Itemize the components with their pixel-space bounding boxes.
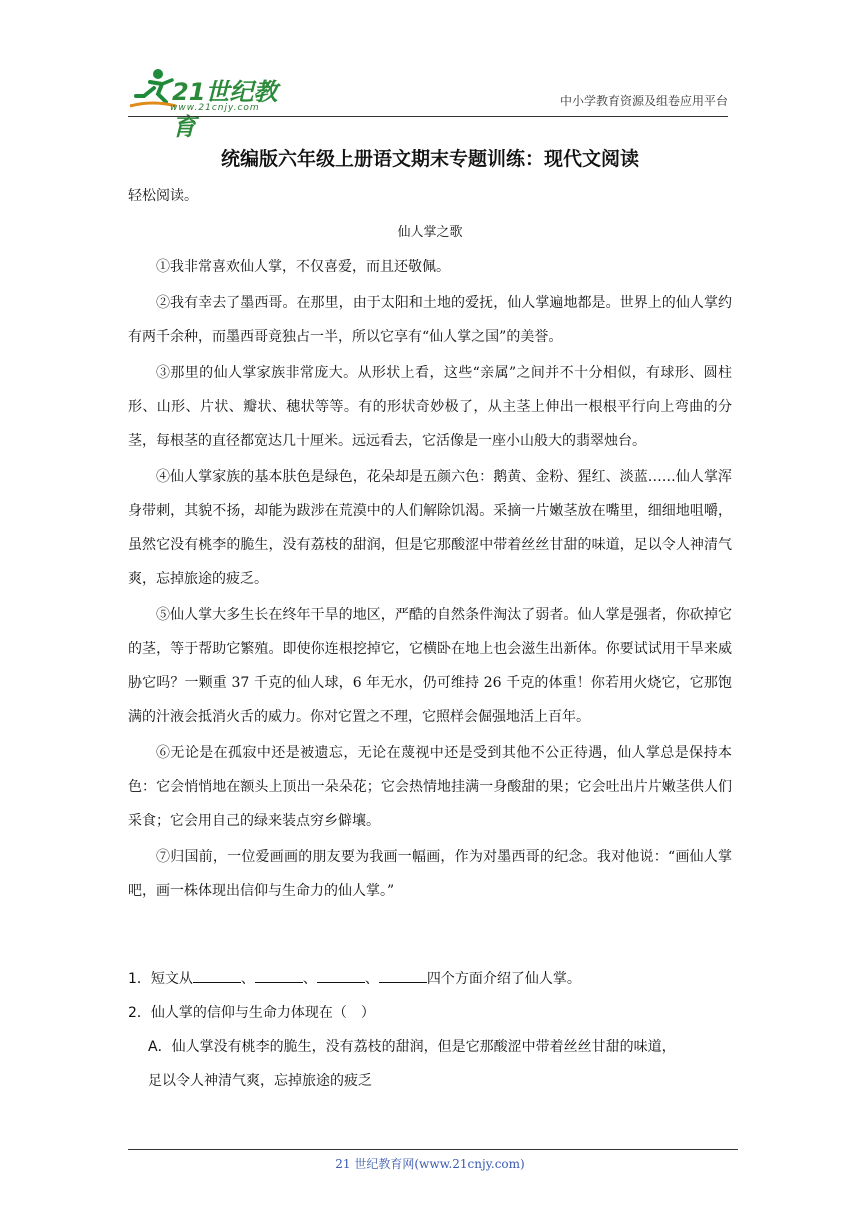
- separator: 、: [364, 971, 379, 987]
- option-a: A．仙人掌没有桃李的脆生，没有荔枝的甜润，但是它那酸涩中带着丝丝甘甜的味道，: [148, 1039, 676, 1055]
- separator: 、: [240, 971, 255, 987]
- paragraph: ①我非常喜欢仙人掌，不仅喜爱，而且还敬佩。: [156, 259, 450, 275]
- question-1: [128, 962, 732, 996]
- page-header: [128, 62, 728, 141]
- answer-blank[interactable]: [255, 968, 303, 983]
- instruction-text: 轻松阅读。: [128, 188, 198, 204]
- paragraph: ③那里的仙人掌家族非常庞大。从形状上看，这些“亲属”之间并不十分相似，有球形、圆柱形、山形、片状、瓣状、穗状等等。有的形状奇妙极了，从主茎上伸出一根根平行向上弯曲的分茎，每根茎的直径都宽达几十厘米。远远看去，它活像是一座小山般大的翡翠烛台。: [128, 365, 732, 449]
- paragraph: ⑥无论是在孤寂中还是被遗忘，无论在蔑视中还是受到其他不公正待遇，仙人掌总是保持本色：它会悄悄地在额头上顶出一朵朵花；它会热情地挂满一身酸甜的果；它会吐出片片嫩茎供人们采食；它会用自己的绿来装点穷乡僻壤。: [128, 745, 732, 829]
- header-divider: [128, 116, 728, 117]
- document-title: 统编版六年级上册语文期末专题训练：现代文阅读: [220, 148, 639, 170]
- paragraph: ④仙人掌家族的基本肤色是绿色，花朵却是五颜六色：鹅黄、金粉、猩红、淡蓝……仙人掌浑身带刺，其貌不扬，却能为跋涉在荒漠中的人们解除饥渴。采摘一片嫩茎放在嘴里，细细地咀嚼，虽然它没有桃李的脆生，没有荔枝的甜润，但是它那酸涩中带着丝丝甘甜的味道，足以令人神清气爽，忘掉旅途的疲乏。: [128, 469, 732, 587]
- answer-blank[interactable]: [379, 968, 427, 983]
- paragraph: ②我有幸去了墨西哥。在那里，由于太阳和土地的爱抚，仙人掌遍地都是。世界上的仙人掌约有两千余种，而墨西哥竟独占一半，所以它享有“仙人掌之国”的美誉。: [128, 295, 732, 345]
- platform-tagline: 中小学教育资源及组卷应用平台: [559, 94, 728, 108]
- question-1-prefix: 1．短文从: [128, 971, 193, 987]
- paragraph: ⑦归国前，一位爱画画的朋友要为我画一幅画，作为对墨西哥的纪念。我对他说：“画仙人掌吧，画一株体现出信仰与生命力的仙人掌。”: [128, 849, 732, 899]
- passage-title: 仙人掌之歌: [397, 225, 463, 240]
- logo-url: www.21cnjy.com: [170, 103, 260, 113]
- answer-blank[interactable]: [317, 968, 365, 983]
- passage-body: [128, 250, 732, 910]
- footer-text: 21 世纪教育网(www.21cnjy.com): [335, 1157, 525, 1171]
- paragraph: ⑤仙人掌大多生长在终年干旱的地区，严酷的自然条件淘汰了弱者。仙人掌是强者，你砍掉它的茎，等于帮助它繁殖。即使你连根挖掉它，它横卧在地上也会滋生出新体。你要试试用干旱来威胁它吗？一颗重 37 千克的仙人球，6 年无水，仍可维持 26 千克的体重！你若用火烧它，它那饱满的汁液会抵消火舌的威力。你对它置之不理，它照样会倔强地活上百年。: [128, 607, 732, 725]
- separator: 、: [302, 971, 317, 987]
- logo-text: 21世纪教育: [172, 78, 278, 141]
- question-2: 2．仙人掌的信仰与生命力体现在（ ）: [128, 1005, 375, 1021]
- questions-section: [128, 962, 732, 1098]
- question-1-suffix: 四个方面介绍了仙人掌。: [426, 971, 581, 987]
- footer-divider: [128, 1149, 738, 1150]
- answer-blank[interactable]: [193, 968, 241, 983]
- option-a-continued: 足以令人神清气爽，忘掉旅途的疲乏: [148, 1073, 372, 1089]
- logo: [128, 66, 298, 141]
